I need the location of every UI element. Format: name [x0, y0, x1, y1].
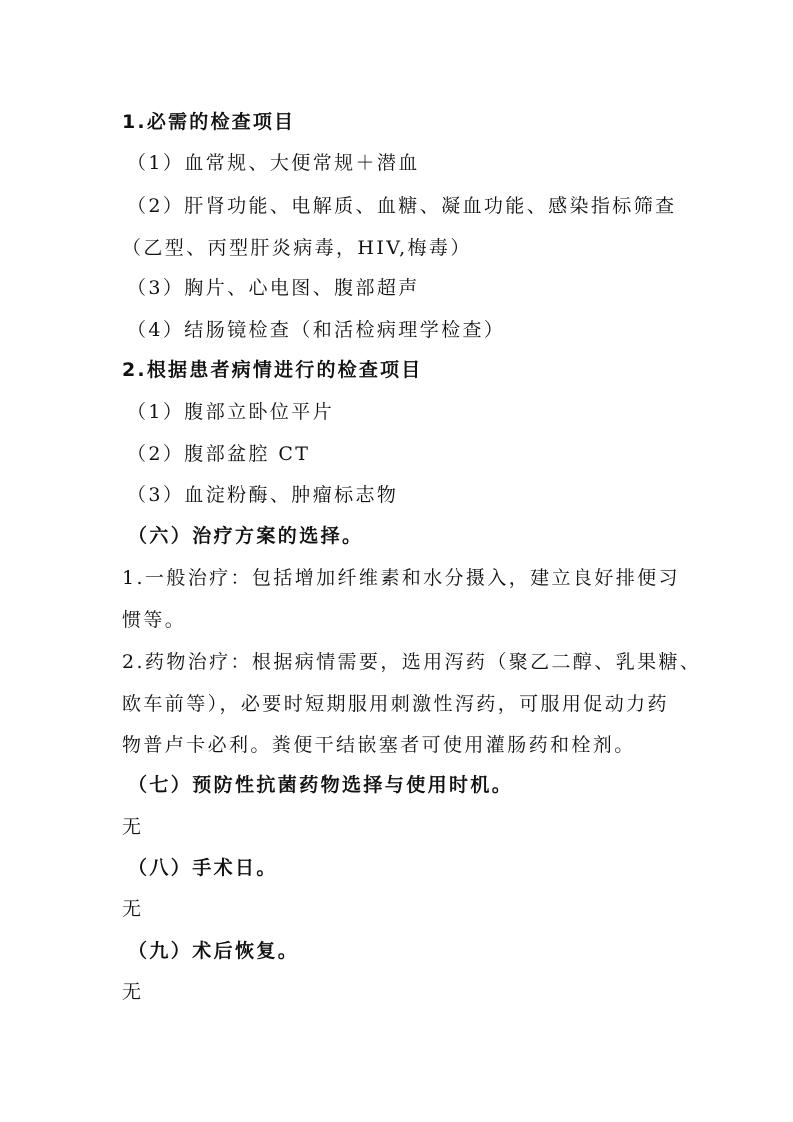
conditional-exam-2: （2）腹部盆腔 CT [127, 443, 311, 465]
treatment-general-continued: 惯等。 [122, 609, 187, 631]
section-surgery-day: （八）手术日。 [128, 857, 278, 879]
exam-item-4: （4）结肠镜检查（和活检病理学检查） [127, 319, 506, 341]
exam-item-1: （1）血常规、大便常规＋潜血 [127, 152, 420, 174]
conditional-exam-1: （1）腹部立卧位平片 [127, 401, 335, 423]
exam-item-3: （3）胸片、心电图、腹部超声 [127, 277, 420, 299]
treatment-drug-continued-2: 物普卢卡必利。粪便干结嵌塞者可使用灌肠药和栓剂。 [122, 734, 636, 756]
section-antibiotics: （七）预防性抗菌药物选择与使用时机。 [128, 774, 514, 796]
treatment-drug-continued-1: 欧车前等），必要时短期服用刺激性泻药，可服用促动力药 [122, 693, 669, 715]
section-treatment-plan: （六）治疗方案的选择。 [128, 525, 364, 547]
heading-required-exams: 1.必需的检查项目 [122, 111, 296, 133]
heading-conditional-exams: 2.根据患者病情进行的检查项目 [122, 359, 423, 381]
treatment-drug: 2.药物治疗：根据病情需要，选用泻药（聚乙二醇、乳果糖、 [122, 651, 702, 673]
exam-item-2: （2）肝肾功能、电解质、血糖、凝血功能、感染指标筛查 [127, 195, 677, 217]
treatment-general: 1.一般治疗：包括增加纤维素和水分摄入，建立良好排便习 [122, 567, 680, 589]
conditional-exam-3: （3）血淀粉酶、肿瘤标志物 [127, 484, 399, 506]
section-recovery: （九）术后恢复。 [128, 940, 300, 962]
surgery-day-value: 无 [122, 898, 144, 920]
antibiotics-value: 无 [122, 816, 144, 838]
exam-item-2-continued: （乙型、丙型肝炎病毒，HIV,梅毒） [122, 237, 472, 259]
recovery-value: 无 [122, 981, 144, 1003]
